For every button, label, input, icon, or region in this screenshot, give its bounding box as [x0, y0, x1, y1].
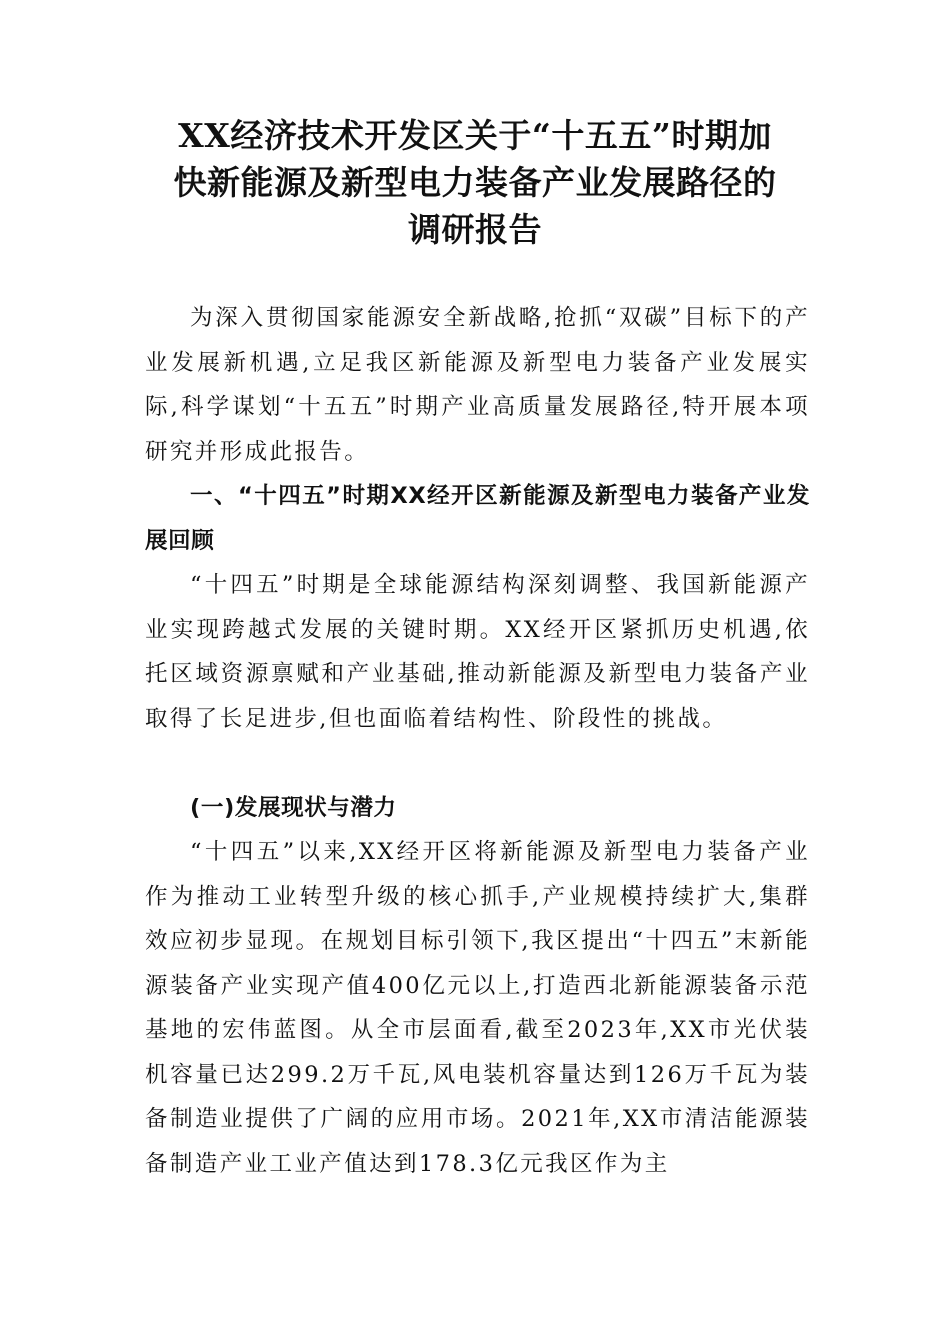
section-1-heading: 一、“十四五”时期XX经开区新能源及新型电力装备产业发展回顾 [145, 483, 810, 554]
document-title [140, 112, 810, 253]
title-line-3: 调研报告 [408, 210, 542, 249]
intro-paragraph: 为深入贯彻国家能源安全新战略,抢抓“双碳”目标下的产业发展新机遇,立足我区新能源及新型电力装备产业发展实际,科学谋划“十五五”时期产业高质量发展路径,特开展本项研究并形成此报告。 [145, 305, 810, 465]
title-line-2: 快新能源及新型电力装备产业发展路径的 [173, 163, 777, 202]
subsection-1-paragraph: “十四五”以来,XX经开区将新能源及新型电力装备产业作为推动工业转型升级的核心抓手,产业规模持续扩大,集群效应初步显现。在规划目标引领下,我区提出“十四五”末新能源装备产业实现产值400亿元以上,打造西北新能源装备示范基地的宏伟蓝图。从全市层面看,截至2023年,XX市光伏装机容量已达299.2万千瓦,风电装机容量达到126万千瓦为装备制造业提供了广阔的应用市场。2021年,XX市清洁能源装备制造产业工业产值达到178.3亿元我区作为主 [145, 839, 810, 1177]
section-1-paragraph: “十四五”时期是全球能源结构深刻调整、我国新能源产业实现跨越式发展的关键时期。XX经开区紧抓历史机遇,依托区域资源禀赋和产业基础,推动新能源及新型电力装备产业取得了长足进步,但也面临着结构性、阶段性的挑战。 [145, 572, 810, 732]
title-line-1: XX经济技术开发区关于“十五五”时期加 [178, 116, 772, 155]
subsection-1-heading: (一)发展现状与潜力 [190, 795, 397, 821]
